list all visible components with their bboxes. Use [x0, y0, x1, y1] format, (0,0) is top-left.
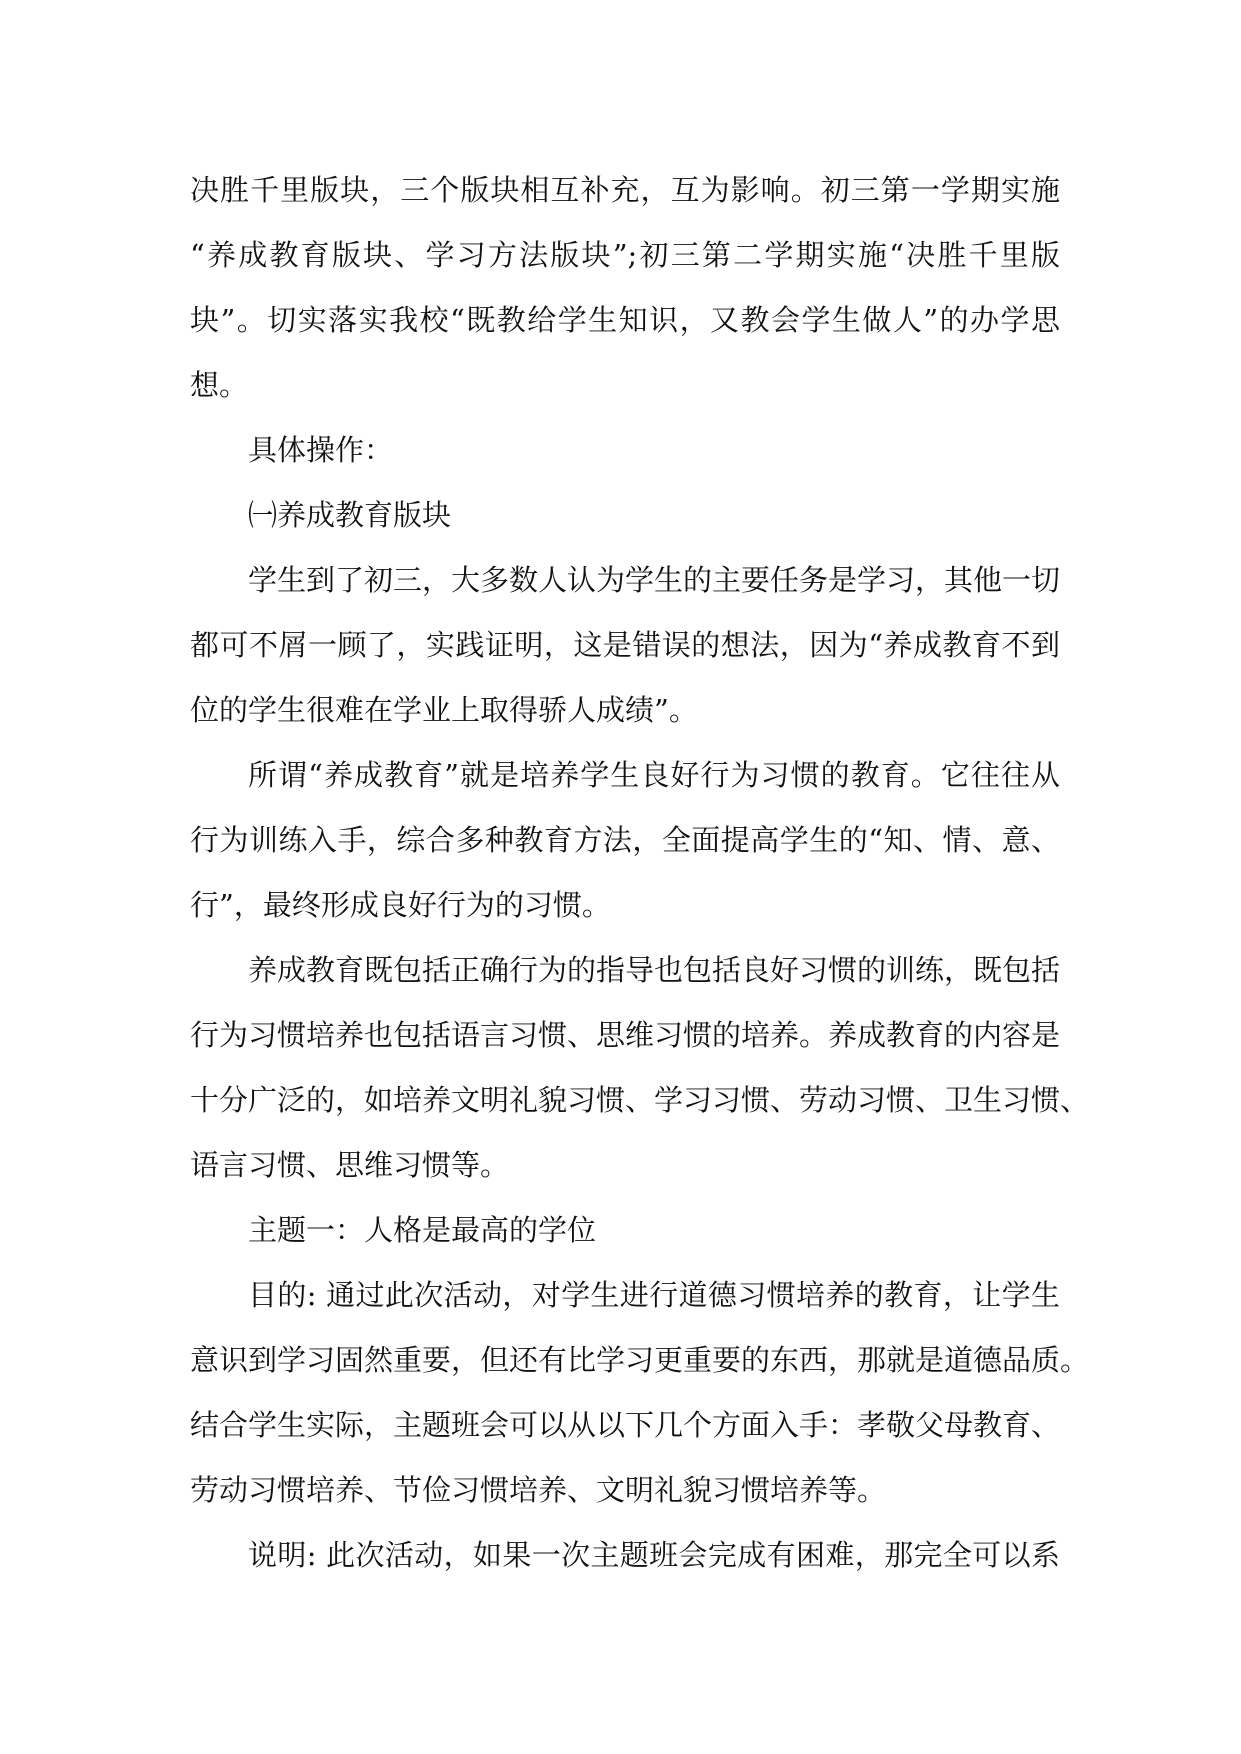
paragraph-line: 决胜千里版块，三个版块相互补充，互为影响。初三第一学期实施 — [190, 173, 1060, 207]
paragraph-line: 行为训练入手，综合多种教育方法，全面提高学生的“知、情、意、 — [190, 823, 1060, 857]
paragraph-line: 意识到学习固然重要，但还有比学习更重要的东西，那就是道德品质。 — [190, 1343, 1090, 1377]
paragraph-line: 劳动习惯培养、节俭习惯培养、文明礼貌习惯培养等。 — [190, 1473, 887, 1507]
paragraph-line: 块”。切实落实我校“既教给学生知识，又教会学生做人”的办学思 — [190, 303, 1060, 337]
document-body — [190, 158, 1090, 1588]
paragraph-line: 结合学生实际，主题班会可以从以下几个方面入手：孝敬父母教育、 — [190, 1408, 1061, 1442]
paragraph-line: 行”，最终形成良好行为的习惯。 — [190, 888, 611, 922]
section-heading: ㈠养成教育版块 — [248, 498, 452, 532]
paragraph-line: 行为习惯培养也包括语言习惯、思维习惯的培养。养成教育的内容是 — [190, 1018, 1061, 1052]
paragraph-line: 养成教育既包括正确行为的指导也包括良好习惯的训练，既包括 — [248, 953, 1061, 987]
paragraph-line: 所谓“养成教育”就是培养学生良好行为习惯的教育。它往往从 — [248, 758, 1060, 792]
paragraph-line: 位的学生很难在学业上取得骄人成绩”。 — [190, 693, 698, 727]
paragraph-line: 想。 — [190, 368, 249, 402]
topic-heading: 主题一：人格是最高的学位 — [248, 1213, 597, 1247]
paragraph-line: 语言习惯、思维习惯等。 — [190, 1148, 510, 1182]
paragraph-line: 目的: 通过此次活动，对学生进行道德习惯培养的教育，让学生 — [248, 1278, 1060, 1312]
paragraph-line: 十分广泛的，如培养文明礼貌习惯、学习习惯、劳动习惯、卫生习惯、 — [190, 1083, 1090, 1117]
paragraph-line: 学生到了初三，大多数人认为学生的主要任务是学习，其他一切 — [248, 563, 1061, 597]
paragraph-line: 都可不屑一顾了，实践证明，这是错误的想法，因为“养成教育不到 — [190, 628, 1060, 662]
section-label: 具体操作： — [248, 433, 394, 467]
paragraph-line: 说明: 此次活动，如果一次主题班会完成有困难，那完全可以系 — [248, 1538, 1060, 1572]
paragraph-line: “养成教育版块、学习方法版块”;初三第二学期实施“决胜千里版 — [190, 238, 1060, 272]
